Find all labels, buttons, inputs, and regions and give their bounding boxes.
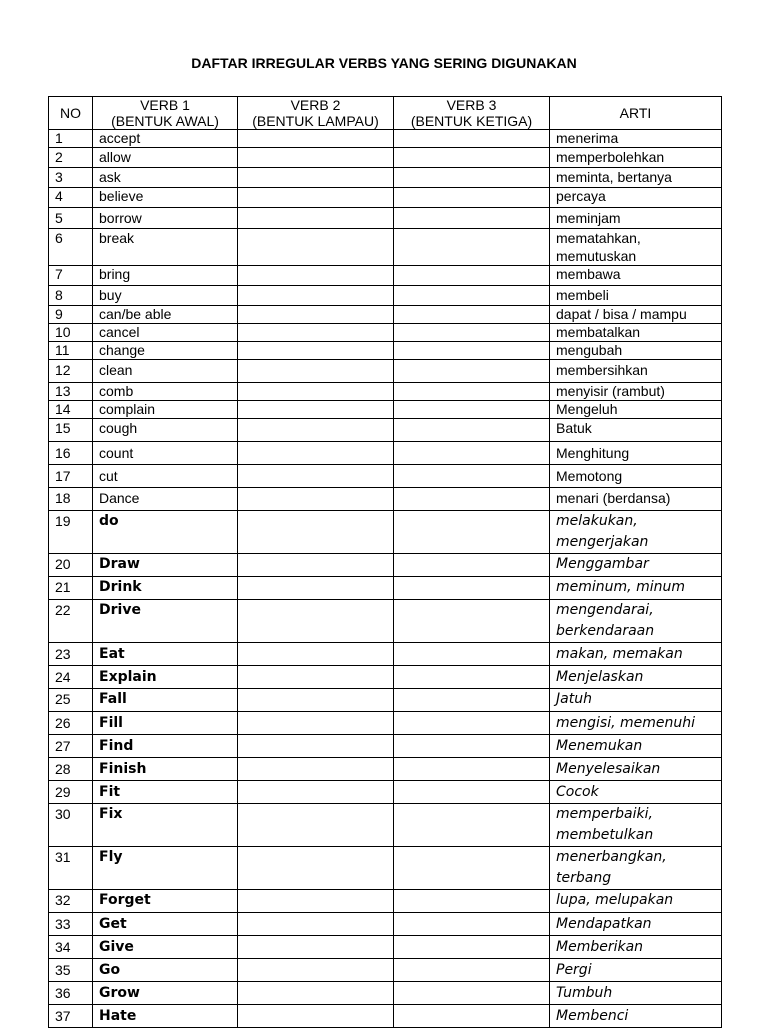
table-row [49, 781, 722, 804]
verb1-cell: Fit [93, 781, 238, 804]
table-row [49, 148, 722, 168]
irregular-verbs-table [48, 96, 722, 1028]
row-number-cell: 24 [49, 666, 93, 689]
verb1-cell: buy [93, 286, 238, 306]
arti-cell [550, 419, 722, 442]
row-number-cell: 1 [49, 130, 93, 148]
row-number-cell: 36 [49, 982, 93, 1005]
verb1-cell: Drive [93, 600, 238, 643]
table-row [49, 666, 722, 689]
header-arti: ARTI [550, 97, 722, 130]
verb3-cell [394, 712, 550, 735]
arti-cell [550, 148, 722, 168]
header-verb3 [394, 97, 550, 130]
verb2-cell [238, 554, 394, 577]
arti-line: dapat / bisa / mampu [556, 306, 687, 322]
arti-line: Menghitung [556, 445, 630, 461]
verb3-cell [394, 600, 550, 643]
header-verb3-line2: (BENTUK KETIGA) [410, 113, 533, 129]
arti-cell [550, 324, 722, 342]
verb1-cell: bring [93, 266, 238, 286]
arti-cell [550, 188, 722, 208]
verb1-cell: allow [93, 148, 238, 168]
verb3-cell [394, 643, 550, 666]
row-number-cell: 5 [49, 208, 93, 229]
arti-line: mengisi, memenuhi [556, 715, 695, 731]
verb3-cell [394, 488, 550, 511]
verb3-cell [394, 442, 550, 465]
verb1-cell: cancel [93, 324, 238, 342]
verb3-cell [394, 936, 550, 959]
header-no: NO [49, 97, 93, 130]
row-number-cell: 21 [49, 577, 93, 600]
verb1-cell: Forget [93, 890, 238, 913]
arti-cell [550, 286, 722, 306]
row-number-cell: 27 [49, 735, 93, 758]
table-row [49, 982, 722, 1005]
row-number-cell: 11 [49, 342, 93, 360]
header-verb1 [93, 97, 238, 130]
verb1-cell: change [93, 342, 238, 360]
verb3-cell [394, 890, 550, 913]
header-verb1-line1: VERB 1 [140, 97, 190, 113]
verb2-cell [238, 666, 394, 689]
verb2-cell [238, 643, 394, 666]
arti-cell [550, 401, 722, 419]
arti-line: mengubah [556, 342, 623, 358]
verb2-cell [238, 266, 394, 286]
arti-cell [550, 600, 722, 643]
row-number-cell: 30 [49, 804, 93, 847]
arti-line: Memberikan [556, 939, 644, 955]
arti-cell [550, 577, 722, 600]
verb3-cell [394, 982, 550, 1005]
verb3-cell [394, 324, 550, 342]
verb1-cell: break [93, 229, 238, 266]
verb1-cell: clean [93, 360, 238, 383]
verb3-cell [394, 419, 550, 442]
table-row [49, 936, 722, 959]
arti-cell [550, 666, 722, 689]
verb1-cell: Eat [93, 643, 238, 666]
row-number-cell: 31 [49, 847, 93, 890]
row-number-cell: 6 [49, 229, 93, 266]
row-number-cell: 25 [49, 689, 93, 712]
row-number-cell: 13 [49, 383, 93, 401]
verb3-cell [394, 511, 550, 554]
verb3-cell [394, 666, 550, 689]
verb3-cell [394, 229, 550, 266]
arti-line: terbang [556, 870, 612, 886]
arti-line: lupa, melupakan [556, 892, 674, 908]
verb1-cell: Fix [93, 804, 238, 847]
arti-line: Pergi [556, 962, 592, 978]
verb3-cell [394, 913, 550, 936]
arti-cell [550, 804, 722, 847]
verb2-cell [238, 360, 394, 383]
table-row [49, 419, 722, 442]
verb3-cell [394, 342, 550, 360]
arti-line: menyisir (rambut) [556, 383, 665, 399]
verb3-cell [394, 804, 550, 847]
arti-cell [550, 168, 722, 188]
arti-line: membatalkan [556, 324, 641, 340]
verb3-cell [394, 781, 550, 804]
verb2-cell [238, 982, 394, 1005]
row-number-cell: 32 [49, 890, 93, 913]
verb1-cell: can/be able [93, 306, 238, 324]
verb1-cell: count [93, 442, 238, 465]
arti-line: membawa [556, 266, 621, 282]
arti-line: Mengeluh [556, 401, 618, 417]
table-header-row [49, 97, 722, 130]
row-number-cell: 7 [49, 266, 93, 286]
verb1-cell: ask [93, 168, 238, 188]
row-number-cell: 16 [49, 442, 93, 465]
verb1-cell: complain [93, 401, 238, 419]
arti-cell [550, 890, 722, 913]
verb1-cell: Go [93, 959, 238, 982]
verb2-cell [238, 758, 394, 781]
arti-cell [550, 936, 722, 959]
arti-line: menerima [556, 130, 619, 146]
row-number-cell: 20 [49, 554, 93, 577]
row-number-cell: 10 [49, 324, 93, 342]
verb3-cell [394, 168, 550, 188]
arti-line: Menyelesaikan [556, 761, 661, 777]
verb3-cell [394, 401, 550, 419]
verb1-cell: cough [93, 419, 238, 442]
verb2-cell [238, 600, 394, 643]
table-row [49, 511, 722, 554]
arti-cell [550, 511, 722, 554]
verb1-cell: Give [93, 936, 238, 959]
table-row [49, 229, 722, 266]
verb3-cell [394, 266, 550, 286]
verb3-cell [394, 286, 550, 306]
arti-line: mematahkan, [556, 230, 641, 246]
verb2-cell [238, 936, 394, 959]
arti-line: Menggambar [556, 556, 649, 572]
verb3-cell [394, 959, 550, 982]
table-row [49, 188, 722, 208]
verb1-cell: Grow [93, 982, 238, 1005]
table-row [49, 689, 722, 712]
row-number-cell: 26 [49, 712, 93, 735]
arti-line: meminta, bertanya [556, 169, 672, 185]
verb3-cell [394, 554, 550, 577]
arti-cell [550, 342, 722, 360]
verb3-cell [394, 847, 550, 890]
arti-cell [550, 554, 722, 577]
arti-line: meminjam [556, 210, 621, 226]
verb1-cell: Draw [93, 554, 238, 577]
table-row [49, 306, 722, 324]
arti-cell [550, 847, 722, 890]
verb1-cell: Finish [93, 758, 238, 781]
verb3-cell [394, 577, 550, 600]
row-number-cell: 22 [49, 600, 93, 643]
row-number-cell: 14 [49, 401, 93, 419]
verb2-cell [238, 324, 394, 342]
verb1-cell: Get [93, 913, 238, 936]
verb2-cell [238, 286, 394, 306]
header-verb2 [238, 97, 394, 130]
verb2-cell [238, 342, 394, 360]
verb2-cell [238, 148, 394, 168]
arti-cell [550, 208, 722, 229]
table-row [49, 383, 722, 401]
verb1-cell: Fall [93, 689, 238, 712]
arti-cell [550, 643, 722, 666]
verb3-cell [394, 148, 550, 168]
row-number-cell: 28 [49, 758, 93, 781]
document-title: DAFTAR IRREGULAR VERBS YANG SERING DIGUNAKAN [191, 55, 577, 71]
arti-cell [550, 735, 722, 758]
arti-cell [550, 442, 722, 465]
header-verb2-line1: VERB 2 [290, 97, 341, 113]
row-number-cell: 12 [49, 360, 93, 383]
verb2-cell [238, 188, 394, 208]
verb3-cell [394, 208, 550, 229]
arti-cell [550, 488, 722, 511]
table-row [49, 847, 722, 890]
verb3-cell [394, 1005, 550, 1028]
arti-cell [550, 959, 722, 982]
header-verb1-line2: (BENTUK AWAL) [111, 113, 219, 129]
verb2-cell [238, 913, 394, 936]
table-row [49, 913, 722, 936]
table-row [49, 712, 722, 735]
verb1-cell: cut [93, 465, 238, 488]
arti-cell [550, 229, 722, 266]
arti-cell [550, 465, 722, 488]
arti-line: meminum, minum [556, 579, 685, 595]
row-number-cell: 3 [49, 168, 93, 188]
arti-line: membeli [556, 287, 609, 303]
arti-cell [550, 360, 722, 383]
table-row [49, 168, 722, 188]
arti-cell [550, 689, 722, 712]
verb1-cell: Drink [93, 577, 238, 600]
verb2-cell [238, 465, 394, 488]
verb2-cell [238, 577, 394, 600]
table-row [49, 959, 722, 982]
table-row [49, 804, 722, 847]
verb2-cell [238, 442, 394, 465]
verb3-cell [394, 130, 550, 148]
arti-line: membetulkan [556, 827, 654, 843]
table-row [49, 554, 722, 577]
table-row [49, 465, 722, 488]
arti-cell [550, 266, 722, 286]
verb3-cell [394, 360, 550, 383]
arti-line: menari (berdansa) [556, 490, 671, 506]
verb1-cell: Fly [93, 847, 238, 890]
header-verb3-line1: VERB 3 [446, 97, 497, 113]
verb2-cell [238, 959, 394, 982]
table-row [49, 401, 722, 419]
verb2-cell [238, 306, 394, 324]
arti-line: Jatuh [556, 691, 592, 707]
arti-line: membersihkan [556, 362, 648, 378]
arti-line: mengendarai, [556, 602, 654, 618]
verb1-cell: borrow [93, 208, 238, 229]
verb2-cell [238, 511, 394, 554]
row-number-cell: 4 [49, 188, 93, 208]
arti-cell [550, 383, 722, 401]
arti-line: Batuk [556, 420, 592, 436]
table-row [49, 890, 722, 913]
verb2-cell [238, 804, 394, 847]
table-body [49, 130, 722, 1028]
arti-line: memperbolehkan [556, 149, 665, 165]
table-row [49, 488, 722, 511]
table-row [49, 735, 722, 758]
row-number-cell: 33 [49, 913, 93, 936]
header-verb2-line2: (BENTUK LAMPAU) [252, 113, 379, 129]
arti-line: Mendapatkan [556, 916, 652, 932]
arti-line: Menjelaskan [556, 669, 644, 685]
verb1-cell: do [93, 511, 238, 554]
table-row [49, 208, 722, 229]
verb3-cell [394, 758, 550, 781]
verb2-cell [238, 488, 394, 511]
table-row [49, 577, 722, 600]
table-row [49, 758, 722, 781]
arti-line: memperbaiki, [556, 806, 653, 822]
arti-line: Membenci [556, 1008, 629, 1024]
arti-line: percaya [556, 188, 606, 204]
verb3-cell [394, 306, 550, 324]
verb2-cell [238, 229, 394, 266]
table-row [49, 266, 722, 286]
arti-line: menerbangkan, [556, 849, 667, 865]
verb3-cell [394, 735, 550, 758]
table-row [49, 643, 722, 666]
arti-cell [550, 913, 722, 936]
verb2-cell [238, 419, 394, 442]
row-number-cell: 2 [49, 148, 93, 168]
row-number-cell: 19 [49, 511, 93, 554]
verb3-cell [394, 383, 550, 401]
verb2-cell [238, 208, 394, 229]
arti-cell [550, 306, 722, 324]
verb3-cell [394, 465, 550, 488]
arti-line: mengerjakan [556, 534, 649, 550]
table-row [49, 324, 722, 342]
table-row [49, 360, 722, 383]
row-number-cell: 9 [49, 306, 93, 324]
verb2-cell [238, 168, 394, 188]
arti-line: memutuskan [556, 248, 637, 264]
arti-cell [550, 982, 722, 1005]
table-row [49, 600, 722, 643]
arti-line: Tumbuh [556, 985, 613, 1001]
row-number-cell: 17 [49, 465, 93, 488]
verb2-cell [238, 847, 394, 890]
table-row [49, 1005, 722, 1028]
verb2-cell [238, 735, 394, 758]
row-number-cell: 29 [49, 781, 93, 804]
table-row [49, 442, 722, 465]
arti-cell [550, 781, 722, 804]
arti-line: Memotong [556, 468, 623, 484]
arti-line: Cocok [556, 784, 599, 800]
verb2-cell [238, 383, 394, 401]
verb1-cell: believe [93, 188, 238, 208]
arti-cell [550, 130, 722, 148]
arti-cell [550, 758, 722, 781]
row-number-cell: 15 [49, 419, 93, 442]
verb2-cell [238, 1005, 394, 1028]
row-number-cell: 18 [49, 488, 93, 511]
verb1-cell: Hate [93, 1005, 238, 1028]
row-number-cell: 35 [49, 959, 93, 982]
row-number-cell: 34 [49, 936, 93, 959]
verb3-cell [394, 689, 550, 712]
arti-cell [550, 1005, 722, 1028]
verb2-cell [238, 401, 394, 419]
table-row [49, 130, 722, 148]
verb2-cell [238, 130, 394, 148]
verb1-cell: Dance [93, 488, 238, 511]
verb1-cell: Explain [93, 666, 238, 689]
table-row [49, 342, 722, 360]
arti-line: melakukan, [556, 513, 638, 529]
table-row [49, 286, 722, 306]
row-number-cell: 37 [49, 1005, 93, 1028]
verb1-cell: comb [93, 383, 238, 401]
row-number-cell: 8 [49, 286, 93, 306]
arti-line: makan, memakan [556, 646, 683, 662]
verb2-cell [238, 781, 394, 804]
arti-line: berkendaraan [556, 623, 655, 639]
verb2-cell [238, 890, 394, 913]
verb1-cell: Fill [93, 712, 238, 735]
verb1-cell: accept [93, 130, 238, 148]
arti-line: Menemukan [556, 738, 643, 754]
verb3-cell [394, 188, 550, 208]
verb2-cell [238, 712, 394, 735]
row-number-cell: 23 [49, 643, 93, 666]
verb1-cell: Find [93, 735, 238, 758]
verb2-cell [238, 689, 394, 712]
arti-cell [550, 712, 722, 735]
